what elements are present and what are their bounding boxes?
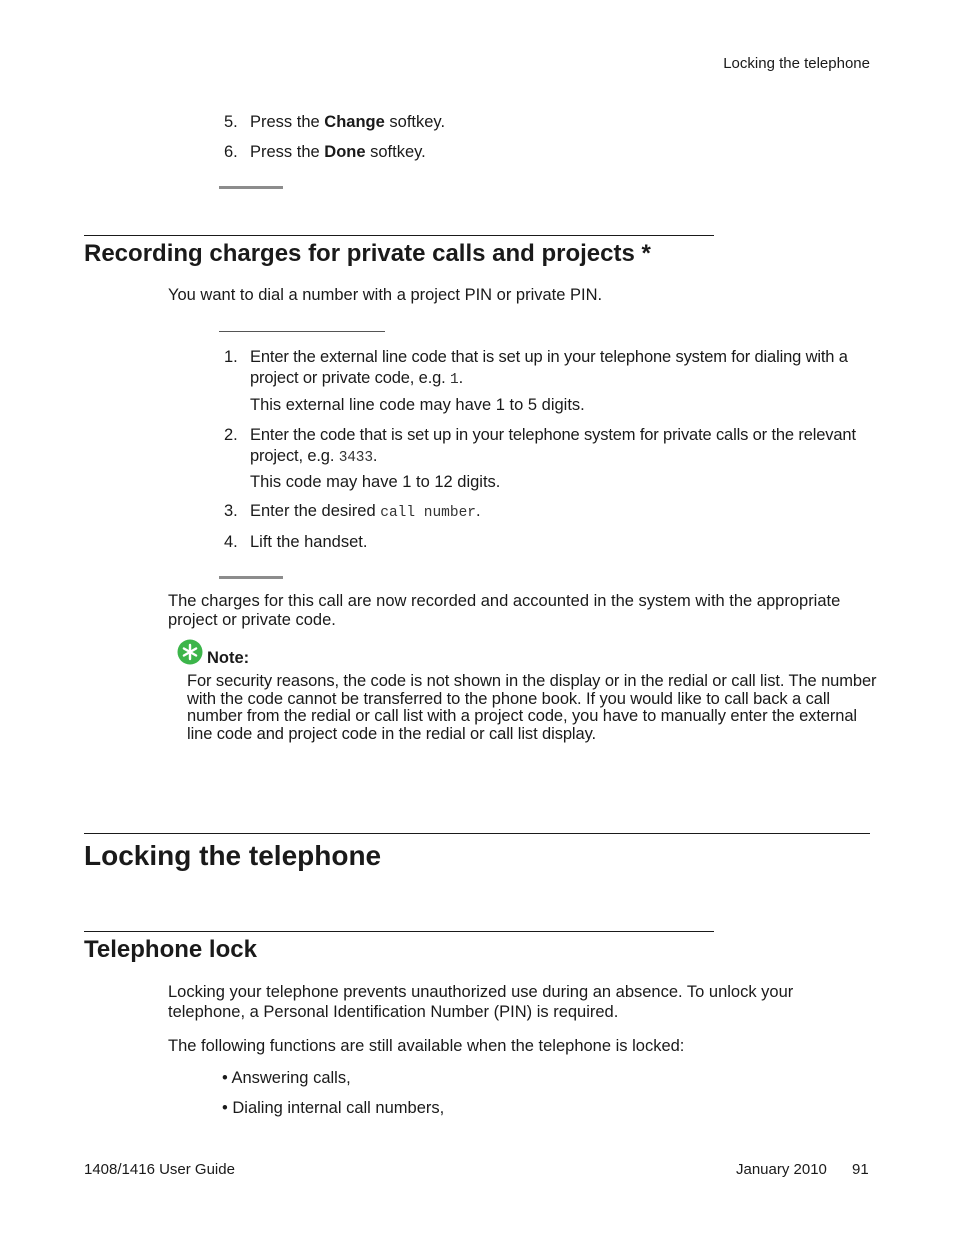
lock-para-2: The following functions are still available when the telephone is locked: xyxy=(168,1037,685,1055)
recording-step-2: 2. Enter the code that is set up in your telephone system for private calls or the relevant project, e.g. 3433. xyxy=(224,426,856,466)
step-6: 6. Press the Done softkey. xyxy=(224,143,426,161)
recording-intro: You want to dial a number with a project PIN or private PIN. xyxy=(168,286,603,304)
lock-para-1: Locking your telephone prevents unauthorized use during an absence. To unlock your telephone, a Personal Identification Number (PIN) is required. xyxy=(168,983,794,1021)
note-label: Note: xyxy=(207,649,250,667)
footer-date: January 2010 xyxy=(736,1161,827,1178)
recording-result: The charges for this call are now recorded and accounted in the system with the appropriate project or private code. xyxy=(168,592,841,629)
chapter-title: Locking the telephone xyxy=(84,840,382,871)
chapter-rule xyxy=(84,833,870,834)
section-rule xyxy=(84,931,714,932)
recording-step-4: 4. Lift the handset. xyxy=(224,533,368,551)
section-rule xyxy=(84,235,714,236)
running-header: Locking the telephone xyxy=(723,55,870,72)
step-5: 5. Press the Change softkey. xyxy=(224,113,446,131)
section-heading-recording: Recording charges for private calls and projects * xyxy=(84,240,651,267)
note-text: For security reasons, the code is not shown in the display or in the redial or call list. The number with the code cannot be transferred to the phone book. If you would like to call back a call number from the redial or call list with a project code, you have to manually enter the external line code and project code in the redial or call list display. xyxy=(187,672,877,743)
procedure-start-rule xyxy=(219,331,385,332)
footer-guide-title: 1408/1416 User Guide xyxy=(84,1161,235,1178)
recording-step-1: 1. Enter the external line code that is set up in your telephone system for dialing with a project or private code, e.g. 1. xyxy=(224,348,848,388)
bullet-item: • Answering calls, xyxy=(222,1069,351,1087)
procedure-end-rule xyxy=(219,576,283,579)
footer-page-number: 91 xyxy=(852,1161,869,1178)
recording-step-3: 3. Enter the desired call number. xyxy=(224,502,481,521)
bullet-item: • Dialing internal call numbers, xyxy=(222,1099,445,1117)
recording-step-2-sub: This code may have 1 to 12 digits. xyxy=(250,473,501,491)
section-heading-lock: Telephone lock xyxy=(84,936,257,963)
recording-step-1-sub: This external line code may have 1 to 5 digits. xyxy=(250,396,585,414)
note-star-icon xyxy=(177,639,203,665)
procedure-end-rule xyxy=(219,186,283,189)
